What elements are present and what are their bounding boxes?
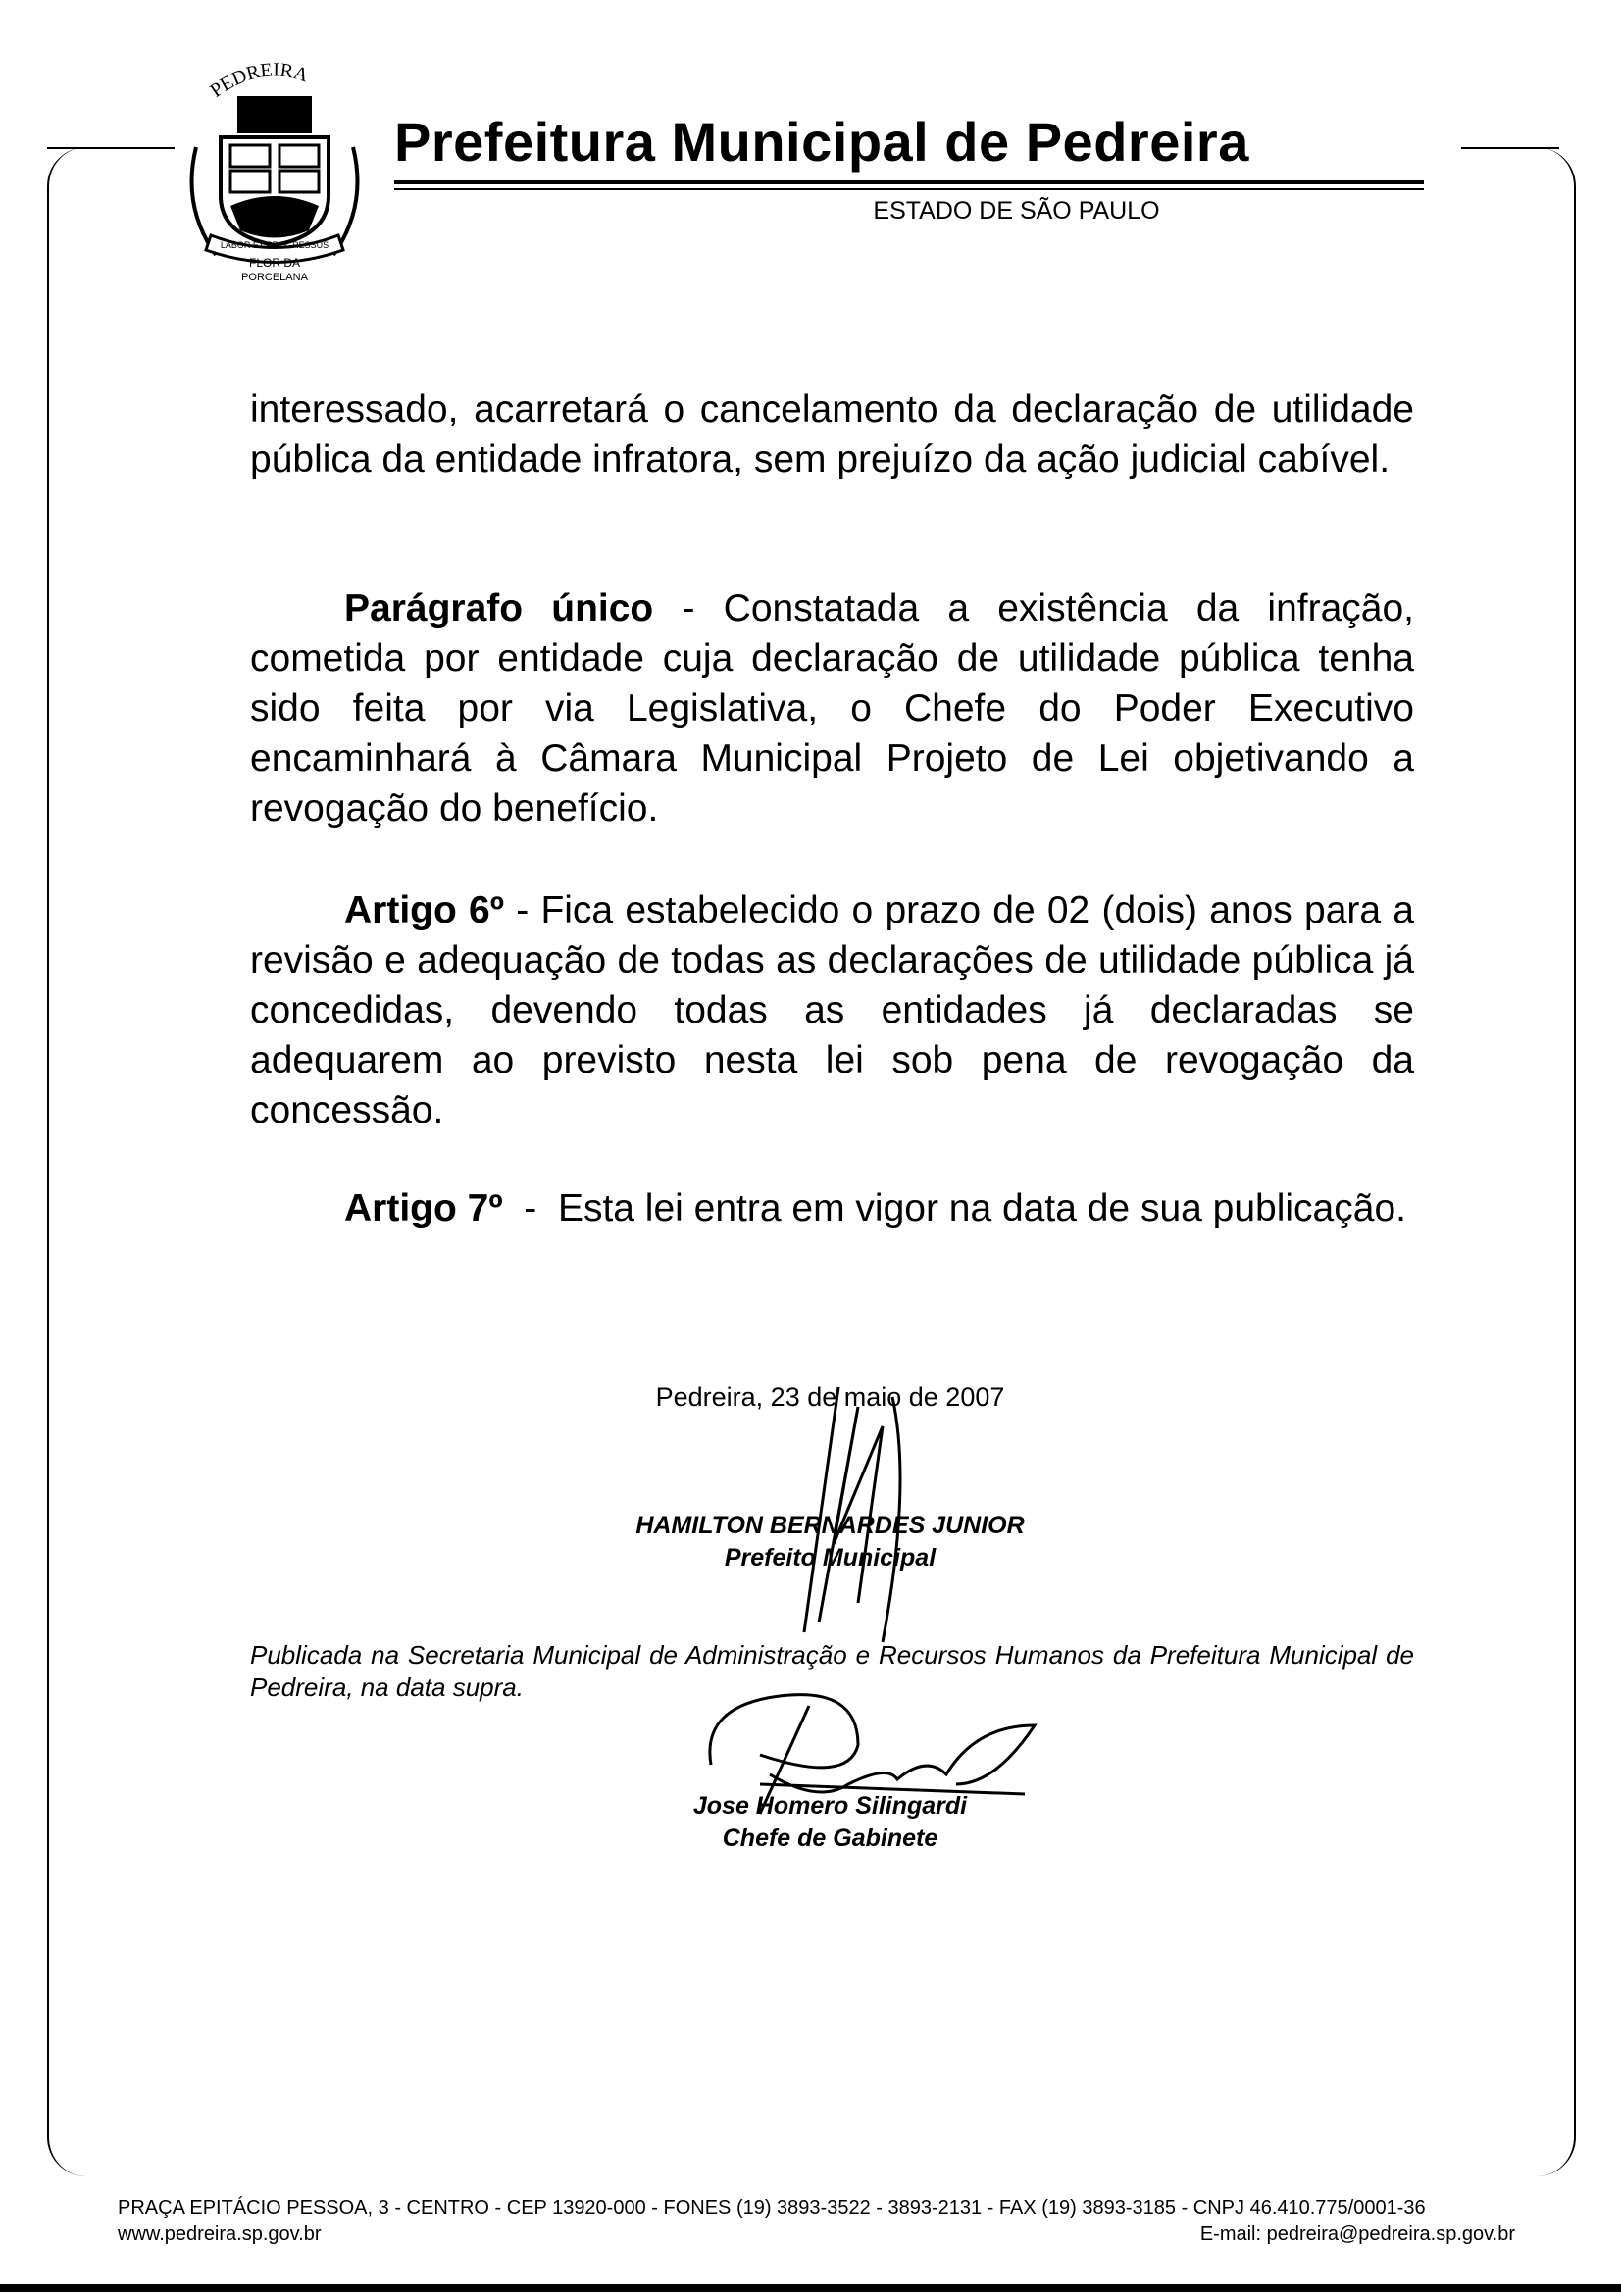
article-text: Fica estabelecido o prazo de 02 (dois) anos para a revisão e adequação de todas as declarações de utilidade pública já concedidas, devendo todas as entidades já declaradas se adequarem ao previsto nesta lei sob pena de revogação da concessão. (250, 889, 1414, 1131)
svg-text:PEDREIRA: PEDREIRA (206, 59, 311, 102)
coat-of-arms-logo (177, 59, 373, 284)
chief-name: Jose Homero Silingardi (692, 1792, 968, 1820)
article-7 (250, 1183, 1414, 1233)
svg-text:FLOR DA: FLOR DA (248, 256, 301, 270)
border-line (1461, 147, 1559, 149)
article-text: Esta lei entra em vigor na data de sua publicação. (557, 1187, 1406, 1229)
page-subtitle (0, 197, 1621, 225)
paragraph-label: Parágrafo único (344, 587, 654, 629)
footer-address: PRAÇA EPITÁCIO PESSOA, 3 - CENTRO - CEP 13920-000 - FONES (19) 3893-3522 - 3893-2131 - FAX (19) 3893-3185 - CNPJ 46.410.775/0001-36 (118, 2197, 1426, 2219)
border-line (47, 147, 175, 149)
mayor-role: Prefeito Municipal (724, 1544, 937, 1572)
header-rule (394, 180, 1424, 184)
scan-edge-bar (0, 2284, 1621, 2292)
mayor-signature (765, 1368, 941, 1652)
paragraph-continuation: interessado, acarretará o cancelamento da declaração de utilidade pública da entidade infratora, sem prejuízo da ação judicial cabível. (250, 388, 1414, 480)
paragraph-unico (250, 583, 1414, 833)
mayor-name: HAMILTON BERNARDES JUNIOR (635, 1512, 1025, 1539)
footer-email[interactable]: E-mail: pedreira@pedreira.sp.gov.br (1199, 2223, 1515, 2245)
signature-date: Pedreira, 23 de maio de 2007 (655, 1382, 1005, 1412)
state-label: ESTADO DE SÃO PAULO (873, 197, 1160, 225)
svg-text:PORCELANA: PORCELANA (241, 272, 308, 283)
article-6 (250, 885, 1414, 1135)
header-rule (394, 188, 1424, 190)
separator: - (653, 587, 724, 629)
publication-note: Publicada na Secretaria Municipal de Administração e Recursos Humanos da Prefeitura Municipal de Pedreira, na data supra. (250, 1640, 1414, 1702)
svg-text:LABOR ET PROGRESSUS: LABOR ET PROGRESSUS (220, 240, 329, 250)
separator: - (503, 889, 541, 931)
footer-website[interactable]: www.pedreira.sp.gov.br (118, 2223, 322, 2245)
article-label: Artigo 7º (344, 1187, 503, 1229)
paragraph-text: Constatada a existência da infração, cometida por entidade cuja declaração de utilidade pública tenha sido feita por via Legislativa, o Chefe do Poder Executivo encaminhará à Câmara Municipal Projeto de Lei objetivando a revogação do benefício. (250, 587, 1414, 829)
chief-role: Chefe de Gabinete (722, 1824, 938, 1852)
separator: - (502, 1187, 558, 1229)
article-label: Artigo 6º (344, 889, 504, 931)
page-title: Prefeitura Municipal de Pedreira (394, 111, 1249, 173)
